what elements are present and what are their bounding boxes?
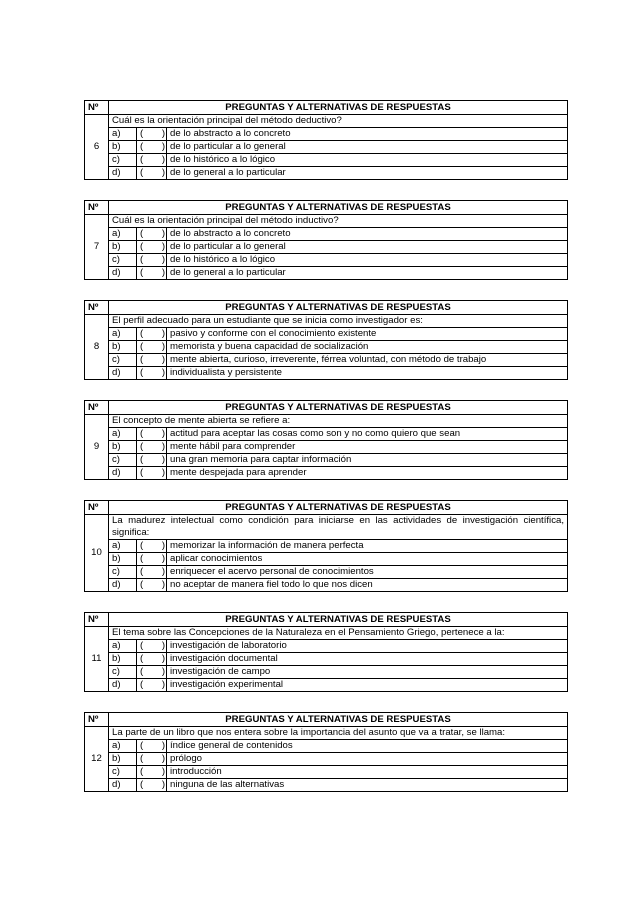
question-table (84, 500, 568, 592)
question-stem: El perfil adecuado para un estudiante que se inicia como investigador es: (109, 315, 568, 328)
option-row (85, 154, 568, 167)
question-block (84, 100, 568, 180)
answer-blank[interactable]: ( ) (137, 167, 167, 180)
header-title: PREGUNTAS Y ALTERNATIVAS DE RESPUESTAS (109, 301, 568, 315)
option-text: de lo histórico a lo lógico (167, 254, 568, 267)
option-text: prólogo (167, 753, 568, 766)
option-row (85, 640, 568, 653)
option-row (85, 666, 568, 679)
question-stem: La madurez intelectual como condición para iniciarse en las actividades de investigación científica, significa: (109, 515, 568, 540)
question-table (84, 300, 568, 380)
question-number: 8 (85, 315, 109, 380)
option-text: investigación de laboratorio (167, 640, 568, 653)
option-letter: d) (109, 467, 137, 480)
option-row (85, 766, 568, 779)
option-row (85, 254, 568, 267)
option-row (85, 267, 568, 280)
question-number: 9 (85, 415, 109, 480)
answer-blank[interactable]: ( ) (137, 553, 167, 566)
option-letter: b) (109, 441, 137, 454)
option-text: ninguna de las alternativas (167, 779, 568, 792)
option-text: mente despejada para aprender (167, 467, 568, 480)
option-letter: b) (109, 653, 137, 666)
answer-blank[interactable]: ( ) (137, 441, 167, 454)
option-row (85, 167, 568, 180)
question-number: 7 (85, 215, 109, 280)
answer-blank[interactable]: ( ) (137, 254, 167, 267)
option-row (85, 653, 568, 666)
option-text: investigación de campo (167, 666, 568, 679)
option-letter: c) (109, 666, 137, 679)
option-text: de lo abstracto a lo concreto (167, 128, 568, 141)
question-block (84, 300, 568, 380)
option-row (85, 228, 568, 241)
header-number-label: Nº (85, 101, 109, 115)
option-letter: a) (109, 328, 137, 341)
question-block (84, 200, 568, 280)
option-letter: c) (109, 354, 137, 367)
option-letter: c) (109, 254, 137, 267)
header-number-label: Nº (85, 501, 109, 515)
answer-blank[interactable]: ( ) (137, 367, 167, 380)
option-letter: b) (109, 141, 137, 154)
option-row (85, 454, 568, 467)
option-row (85, 428, 568, 441)
option-text: mente abierta, curioso, irreverente, férrea voluntad, con método de trabajo (167, 354, 568, 367)
header-title: PREGUNTAS Y ALTERNATIVAS DE RESPUESTAS (109, 613, 568, 627)
option-text: aplicar conocimientos (167, 553, 568, 566)
option-letter: b) (109, 553, 137, 566)
option-row (85, 779, 568, 792)
header-title: PREGUNTAS Y ALTERNATIVAS DE RESPUESTAS (109, 401, 568, 415)
question-block (84, 612, 568, 692)
answer-blank[interactable]: ( ) (137, 679, 167, 692)
option-text: de lo general a lo particular (167, 267, 568, 280)
question-stem: La parte de un libro que nos entera sobre la importancia del asunto que va a tratar, se llama: (109, 727, 568, 740)
option-letter: a) (109, 540, 137, 553)
answer-blank[interactable]: ( ) (137, 653, 167, 666)
option-text: pasivo y conforme con el conocimiento existente (167, 328, 568, 341)
header-number-label: Nº (85, 401, 109, 415)
option-text: una gran memoria para captar información (167, 454, 568, 467)
option-letter: d) (109, 167, 137, 180)
header-number-label: Nº (85, 713, 109, 727)
option-text: de lo general a lo particular (167, 167, 568, 180)
option-letter: b) (109, 341, 137, 354)
option-text: investigación experimental (167, 679, 568, 692)
header-title: PREGUNTAS Y ALTERNATIVAS DE RESPUESTAS (109, 201, 568, 215)
option-letter: b) (109, 241, 137, 254)
header-title: PREGUNTAS Y ALTERNATIVAS DE RESPUESTAS (109, 713, 568, 727)
option-text: memorizar la información de manera perfecta (167, 540, 568, 553)
answer-blank[interactable]: ( ) (137, 341, 167, 354)
option-row (85, 441, 568, 454)
answer-blank[interactable]: ( ) (137, 779, 167, 792)
question-table (84, 100, 568, 180)
question-table (84, 200, 568, 280)
answer-blank[interactable]: ( ) (137, 579, 167, 592)
answer-blank[interactable]: ( ) (137, 154, 167, 167)
answer-blank[interactable]: ( ) (137, 666, 167, 679)
question-number: 6 (85, 115, 109, 180)
option-text: enriquecer el acervo personal de conocimientos (167, 566, 568, 579)
question-stem: El tema sobre las Concepciones de la Naturaleza en el Pensamiento Griego, pertenece a la: (109, 627, 568, 640)
questionnaire (84, 100, 568, 812)
option-letter: d) (109, 679, 137, 692)
option-text: índice general de contenidos (167, 740, 568, 753)
answer-blank[interactable]: ( ) (137, 540, 167, 553)
answer-blank[interactable]: ( ) (137, 228, 167, 241)
option-row (85, 141, 568, 154)
header-number-label: Nº (85, 301, 109, 315)
question-number: 11 (85, 627, 109, 692)
question-stem: El concepto de mente abierta se refiere a: (109, 415, 568, 428)
option-row (85, 354, 568, 367)
option-row (85, 540, 568, 553)
option-row (85, 740, 568, 753)
answer-blank[interactable]: ( ) (137, 428, 167, 441)
option-row (85, 753, 568, 766)
question-table (84, 712, 568, 792)
answer-blank[interactable]: ( ) (137, 454, 167, 467)
option-row (85, 467, 568, 480)
answer-blank[interactable]: ( ) (137, 128, 167, 141)
option-text: de lo abstracto a lo concreto (167, 228, 568, 241)
question-block (84, 400, 568, 480)
question-number: 10 (85, 515, 109, 592)
answer-blank[interactable]: ( ) (137, 328, 167, 341)
option-row (85, 241, 568, 254)
answer-blank[interactable]: ( ) (137, 766, 167, 779)
header-number-label: Nº (85, 613, 109, 627)
answer-blank[interactable]: ( ) (137, 753, 167, 766)
question-table (84, 612, 568, 692)
option-text: introducción (167, 766, 568, 779)
question-block (84, 500, 568, 592)
question-number: 12 (85, 727, 109, 792)
option-letter: d) (109, 367, 137, 380)
option-row (85, 553, 568, 566)
question-stem: Cuál es la orientación principal del método deductivo? (109, 115, 568, 128)
option-letter: b) (109, 753, 137, 766)
answer-blank[interactable]: ( ) (137, 467, 167, 480)
question-stem: Cuál es la orientación principal del método inductivo? (109, 215, 568, 228)
option-row (85, 128, 568, 141)
option-letter: a) (109, 228, 137, 241)
option-text: de lo histórico a lo lógico (167, 154, 568, 167)
option-row (85, 566, 568, 579)
option-row (85, 328, 568, 341)
answer-blank[interactable]: ( ) (137, 740, 167, 753)
option-text: memorista y buena capacidad de socialización (167, 341, 568, 354)
header-number-label: Nº (85, 201, 109, 215)
option-letter: c) (109, 566, 137, 579)
answer-blank[interactable]: ( ) (137, 566, 167, 579)
option-row (85, 367, 568, 380)
option-row (85, 579, 568, 592)
option-letter: a) (109, 428, 137, 441)
option-letter: c) (109, 766, 137, 779)
header-title: PREGUNTAS Y ALTERNATIVAS DE RESPUESTAS (109, 101, 568, 115)
option-text: investigación documental (167, 653, 568, 666)
option-letter: a) (109, 640, 137, 653)
question-table (84, 400, 568, 480)
option-letter: a) (109, 740, 137, 753)
option-text: individualista y persistente (167, 367, 568, 380)
answer-blank[interactable]: ( ) (137, 241, 167, 254)
option-row (85, 341, 568, 354)
option-text: actitud para aceptar las cosas como son y no como quiero que sean (167, 428, 568, 441)
answer-blank[interactable]: ( ) (137, 141, 167, 154)
option-letter: d) (109, 267, 137, 280)
option-letter: c) (109, 454, 137, 467)
option-text: de lo particular a lo general (167, 141, 568, 154)
option-letter: c) (109, 154, 137, 167)
option-text: mente hábil para comprender (167, 441, 568, 454)
option-letter: d) (109, 779, 137, 792)
answer-blank[interactable]: ( ) (137, 267, 167, 280)
option-letter: d) (109, 579, 137, 592)
header-title: PREGUNTAS Y ALTERNATIVAS DE RESPUESTAS (109, 501, 568, 515)
answer-blank[interactable]: ( ) (137, 640, 167, 653)
option-row (85, 679, 568, 692)
answer-blank[interactable]: ( ) (137, 354, 167, 367)
option-text: de lo particular a lo general (167, 241, 568, 254)
question-block (84, 712, 568, 792)
option-text: no aceptar de manera fiel todo lo que nos dicen (167, 579, 568, 592)
option-letter: a) (109, 128, 137, 141)
